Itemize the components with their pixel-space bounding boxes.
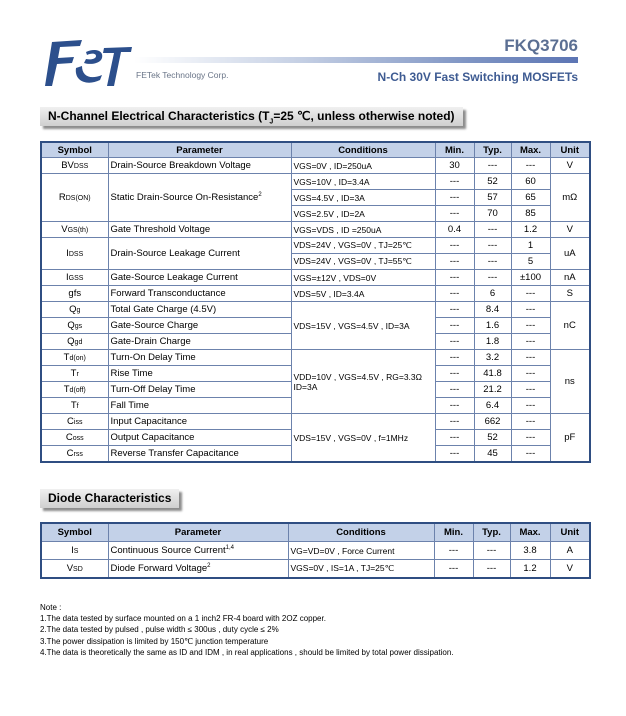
min-cell: --- <box>435 366 474 382</box>
conditions-cell: VDS=15V , VGS=0V , f=1MHz <box>291 414 435 463</box>
product-subtitle: N-Ch 30V Fast Switching MOSFETs <box>377 70 578 84</box>
typ-cell: 8.4 <box>474 302 511 318</box>
max-cell: 1 <box>511 238 550 254</box>
max-cell: --- <box>511 398 550 414</box>
symbol-cell: Qgd <box>41 334 108 350</box>
parameter-cell: Gate-Source Leakage Current <box>108 270 291 286</box>
parameter-cell: Gate-Source Charge <box>108 318 291 334</box>
conditions-cell: VDS=5V , ID=3.4A <box>291 286 435 302</box>
typ-cell: 3.2 <box>474 350 511 366</box>
note-item: 4.The data is theoretically the same as ID and IDM , in real applications , should be limited by total power dissipation. <box>40 647 454 657</box>
symbol-cell: Tr <box>41 366 108 382</box>
typ-cell: 6.4 <box>474 398 511 414</box>
table-row <box>41 414 590 430</box>
conditions-cell: VGS=±12V , VDS=0V <box>291 270 435 286</box>
conditions-cell: VGS=0V , IS=1A , TJ=25℃ <box>288 560 434 579</box>
symbol-cell: IGSS <box>41 270 108 286</box>
max-cell: --- <box>511 286 550 302</box>
symbol-cell: Crss <box>41 446 108 463</box>
unit-cell: mΩ <box>550 174 590 222</box>
header-symbol: Symbol <box>41 142 108 158</box>
max-cell: --- <box>511 382 550 398</box>
table-row <box>41 560 590 579</box>
unit-cell: S <box>550 286 590 302</box>
typ-cell: 6 <box>474 286 511 302</box>
company-name: FETek Technology Corp. <box>136 70 229 80</box>
parameter-cell: Total Gate Charge (4.5V) <box>108 302 291 318</box>
header-max: Max. <box>511 142 550 158</box>
min-cell: --- <box>435 286 474 302</box>
min-cell: --- <box>435 334 474 350</box>
max-cell: 1.2 <box>510 560 550 579</box>
min-cell: --- <box>435 190 474 206</box>
min-cell: --- <box>435 206 474 222</box>
table-row <box>41 238 590 254</box>
max-cell: --- <box>511 414 550 430</box>
symbol-cell: Td(off) <box>41 382 108 398</box>
min-cell: --- <box>435 174 474 190</box>
conditions-cell: VGS=10V , ID=3.4A <box>291 174 435 190</box>
company-logo <box>42 38 134 90</box>
notes-title: Note : <box>40 603 62 612</box>
diode-section-title: Diode Characteristics <box>40 489 179 508</box>
max-cell: --- <box>511 430 550 446</box>
symbol-cell: RDS(ON) <box>41 174 108 222</box>
max-cell: --- <box>511 158 550 174</box>
parameter-cell: Forward Transconductance <box>108 286 291 302</box>
note-item: 1.The data tested by surface mounted on a 1 inch2 FR-4 board with 2OZ copper. <box>40 614 326 624</box>
header-unit: Unit <box>550 142 590 158</box>
min-cell: --- <box>435 318 474 334</box>
parameter-cell: Static Drain-Source On-Resistance$^2$ <box>108 174 291 222</box>
max-cell: ±100 <box>511 270 550 286</box>
conditions-cell: VDD=10V , VGS=4.5V , RG=3.3Ω ID=3A <box>291 350 435 414</box>
typ-cell: --- <box>474 158 511 174</box>
min-cell: --- <box>435 350 474 366</box>
min-cell: --- <box>435 430 474 446</box>
header-typ: Typ. <box>473 523 510 542</box>
max-cell: --- <box>511 446 550 463</box>
parameter-cell: Rise Time <box>108 366 291 382</box>
typ-cell: 52 <box>474 174 511 190</box>
typ-cell: --- <box>473 542 510 560</box>
header-max: Max. <box>510 523 550 542</box>
symbol-cell: IDSS <box>41 238 108 270</box>
min-cell: --- <box>434 560 473 579</box>
typ-cell: --- <box>474 222 511 238</box>
notes-block <box>40 602 454 658</box>
header-symbol: Symbol <box>41 523 108 542</box>
part-number: FKQ3706 <box>504 36 578 55</box>
header-typ: Typ. <box>474 142 511 158</box>
parameter-cell: Turn-Off Delay Time <box>108 382 291 398</box>
parameter-cell: Turn-On Delay Time <box>108 350 291 366</box>
max-cell: --- <box>511 302 550 318</box>
header-parameter: Parameter <box>108 142 291 158</box>
header-conditions: Conditions <box>288 523 434 542</box>
unit-cell: V <box>550 158 590 174</box>
parameter-cell: Drain-Source Leakage Current <box>108 238 291 270</box>
parameter-cell: Gate-Drain Charge <box>108 334 291 350</box>
unit-cell: ns <box>550 350 590 414</box>
header-gradient-bar <box>134 57 578 63</box>
min-cell: --- <box>434 542 473 560</box>
min-cell: --- <box>435 254 474 270</box>
table-row <box>41 222 590 238</box>
max-cell: --- <box>511 318 550 334</box>
header-min: Min. <box>435 142 474 158</box>
typ-cell: --- <box>473 560 510 579</box>
typ-cell: --- <box>474 254 511 270</box>
symbol-cell: Tf <box>41 398 108 414</box>
symbol-cell: Coss <box>41 430 108 446</box>
symbol-cell: VGS(th) <box>41 222 108 238</box>
header-conditions: Conditions <box>291 142 435 158</box>
header-parameter: Parameter <box>108 523 288 542</box>
fet-logo-icon <box>42 38 134 90</box>
typ-cell: --- <box>474 238 511 254</box>
table-row <box>41 174 590 190</box>
electrical-section-title: N-Channel Electrical Characteristics ($T_J=25$ ℃, unless otherwise noted) <box>40 107 463 126</box>
typ-cell: 1.8 <box>474 334 511 350</box>
unit-cell: V <box>550 560 590 579</box>
min-cell: --- <box>435 382 474 398</box>
symbol-cell: Ciss <box>41 414 108 430</box>
typ-cell: 662 <box>474 414 511 430</box>
unit-cell: V <box>550 222 590 238</box>
table-row <box>41 350 590 366</box>
table-row <box>41 286 590 302</box>
symbol-cell: Qgs <box>41 318 108 334</box>
min-cell: --- <box>435 302 474 318</box>
typ-cell: 1.6 <box>474 318 511 334</box>
min-cell: --- <box>435 446 474 463</box>
symbol-cell: Td(on) <box>41 350 108 366</box>
conditions-cell: VGS=4.5V , ID=3A <box>291 190 435 206</box>
max-cell: --- <box>511 350 550 366</box>
min-cell: 0.4 <box>435 222 474 238</box>
conditions-cell: VGS=2.5V , ID=2A <box>291 206 435 222</box>
header-unit: Unit <box>550 523 590 542</box>
max-cell: --- <box>511 334 550 350</box>
max-cell: 60 <box>511 174 550 190</box>
conditions-cell: VDS=24V , VGS=0V , TJ=25℃ <box>291 238 435 254</box>
max-cell: 65 <box>511 190 550 206</box>
unit-cell: nC <box>550 302 590 350</box>
min-cell: --- <box>435 398 474 414</box>
symbol-cell: IS <box>41 542 108 560</box>
electrical-characteristics-table <box>40 141 591 463</box>
symbol-cell: gfs <box>41 286 108 302</box>
max-cell: 3.8 <box>510 542 550 560</box>
parameter-cell: Continuous Source Current$^{1,4}$ <box>108 542 288 560</box>
unit-cell: A <box>550 542 590 560</box>
typ-cell: 45 <box>474 446 511 463</box>
parameter-cell: Reverse Transfer Capacitance <box>108 446 291 463</box>
header-min: Min. <box>434 523 473 542</box>
typ-cell: 41.8 <box>474 366 511 382</box>
symbol-cell: BVDSS <box>41 158 108 174</box>
table-row <box>41 270 590 286</box>
typ-cell: 70 <box>474 206 511 222</box>
conditions-cell: VG=VD=0V , Force Current <box>288 542 434 560</box>
unit-cell: uA <box>550 238 590 270</box>
parameter-cell: Gate Threshold Voltage <box>108 222 291 238</box>
typ-cell: --- <box>474 270 511 286</box>
table-row <box>41 158 590 174</box>
typ-cell: 21.2 <box>474 382 511 398</box>
table-header-row <box>41 523 590 542</box>
min-cell: 30 <box>435 158 474 174</box>
table-row <box>41 302 590 318</box>
conditions-cell: VGS=VDS , ID =250uA <box>291 222 435 238</box>
parameter-cell: Input Capacitance <box>108 414 291 430</box>
parameter-cell: Fall Time <box>108 398 291 414</box>
diode-characteristics-table <box>40 522 591 579</box>
max-cell: 5 <box>511 254 550 270</box>
unit-cell: pF <box>550 414 590 463</box>
symbol-cell: VSD <box>41 560 108 579</box>
note-item: 2.The data tested by pulsed , pulse width ≤ 300us , duty cycle ≤ 2% <box>40 625 279 635</box>
unit-cell: nA <box>550 270 590 286</box>
table-header-row <box>41 142 590 158</box>
max-cell: 85 <box>511 206 550 222</box>
conditions-cell: VGS=0V , ID=250uA <box>291 158 435 174</box>
min-cell: --- <box>435 238 474 254</box>
conditions-cell: VDS=15V , VGS=4.5V , ID=3A <box>291 302 435 350</box>
conditions-cell: VDS=24V , VGS=0V , TJ=55℃ <box>291 254 435 270</box>
note-item: 3.The power dissipation is limited by 150℃ junction temperature <box>40 636 269 646</box>
parameter-cell: Output Capacitance <box>108 430 291 446</box>
min-cell: --- <box>435 270 474 286</box>
max-cell: --- <box>511 366 550 382</box>
typ-cell: 52 <box>474 430 511 446</box>
symbol-cell: Qg <box>41 302 108 318</box>
max-cell: 1.2 <box>511 222 550 238</box>
parameter-cell: Drain-Source Breakdown Voltage <box>108 158 291 174</box>
parameter-cell: Diode Forward Voltage$^2$ <box>108 560 288 579</box>
min-cell: --- <box>435 414 474 430</box>
table-row <box>41 542 590 560</box>
typ-cell: 57 <box>474 190 511 206</box>
